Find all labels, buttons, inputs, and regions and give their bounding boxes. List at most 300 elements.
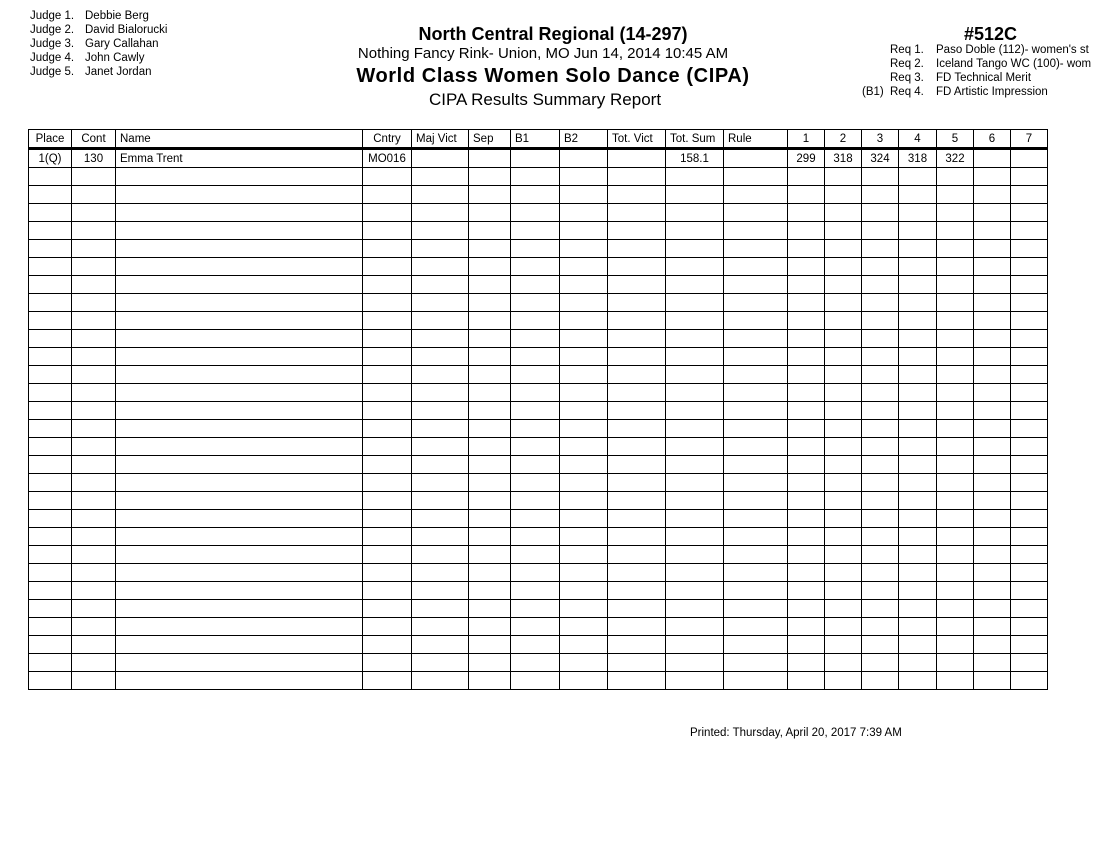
col-header-judge-6: 6: [974, 130, 1011, 149]
table-row-empty: [29, 168, 1048, 186]
empty-cell: [974, 636, 1011, 654]
empty-cell: [363, 456, 412, 474]
table-row-empty: [29, 240, 1048, 258]
empty-cell: [974, 420, 1011, 438]
empty-cell: [116, 582, 363, 600]
empty-cell: [560, 330, 608, 348]
empty-cell: [974, 618, 1011, 636]
empty-cell: [666, 654, 724, 672]
empty-cell: [937, 636, 974, 654]
empty-cell: [666, 564, 724, 582]
empty-cell: [666, 366, 724, 384]
empty-cell: [788, 240, 825, 258]
empty-cell: [412, 564, 469, 582]
empty-cell: [560, 348, 608, 366]
empty-cell: [29, 168, 72, 186]
empty-cell: [1011, 330, 1048, 348]
col-header-judge-2: 2: [825, 130, 862, 149]
empty-cell: [412, 672, 469, 690]
col-header-maj-vict: Maj Vict: [412, 130, 469, 149]
empty-cell: [29, 636, 72, 654]
empty-cell: [72, 402, 116, 420]
empty-cell: [469, 654, 511, 672]
empty-cell: [666, 420, 724, 438]
empty-cell: [1011, 546, 1048, 564]
empty-cell: [608, 528, 666, 546]
empty-cell: [1011, 168, 1048, 186]
empty-cell: [29, 546, 72, 564]
empty-cell: [937, 330, 974, 348]
empty-cell: [937, 312, 974, 330]
empty-cell: [363, 204, 412, 222]
empty-cell: [72, 510, 116, 528]
empty-cell: [899, 600, 937, 618]
empty-cell: [899, 240, 937, 258]
empty-cell: [862, 384, 899, 402]
judge-entry: Judge 3. Gary Callahan: [30, 38, 159, 50]
empty-cell: [511, 474, 560, 492]
empty-cell: [862, 222, 899, 240]
judge-entry: Judge 4. John Cawly: [30, 52, 145, 64]
cell-judge-5: 322: [937, 149, 974, 168]
empty-cell: [862, 168, 899, 186]
empty-cell: [825, 366, 862, 384]
empty-cell: [363, 330, 412, 348]
table-row-empty: [29, 582, 1048, 600]
empty-cell: [116, 564, 363, 582]
empty-cell: [608, 474, 666, 492]
empty-cell: [862, 654, 899, 672]
empty-cell: [1011, 366, 1048, 384]
empty-cell: [116, 546, 363, 564]
empty-cell: [1011, 600, 1048, 618]
empty-cell: [937, 276, 974, 294]
empty-cell: [511, 600, 560, 618]
empty-cell: [469, 546, 511, 564]
empty-cell: [72, 438, 116, 456]
empty-cell: [825, 546, 862, 564]
empty-cell: [363, 222, 412, 240]
empty-cell: [724, 438, 788, 456]
empty-cell: [666, 402, 724, 420]
empty-cell: [724, 312, 788, 330]
empty-cell: [608, 294, 666, 312]
empty-cell: [469, 312, 511, 330]
empty-cell: [116, 618, 363, 636]
empty-cell: [29, 222, 72, 240]
empty-cell: [72, 528, 116, 546]
table-row-empty: [29, 204, 1048, 222]
empty-cell: [974, 258, 1011, 276]
empty-cell: [560, 564, 608, 582]
empty-cell: [974, 438, 1011, 456]
empty-cell: [862, 240, 899, 258]
empty-cell: [412, 402, 469, 420]
empty-cell: [825, 348, 862, 366]
empty-cell: [363, 474, 412, 492]
empty-cell: [363, 600, 412, 618]
empty-cell: [608, 276, 666, 294]
empty-cell: [788, 186, 825, 204]
empty-cell: [511, 402, 560, 420]
empty-cell: [29, 474, 72, 492]
empty-cell: [412, 330, 469, 348]
empty-cell: [788, 348, 825, 366]
empty-cell: [974, 330, 1011, 348]
empty-cell: [666, 492, 724, 510]
empty-cell: [412, 186, 469, 204]
empty-cell: [608, 600, 666, 618]
empty-cell: [412, 528, 469, 546]
col-header-place: Place: [29, 130, 72, 149]
requirement-entry: Req 1. Paso Doble (112)- women's st: [890, 44, 1089, 56]
empty-cell: [862, 636, 899, 654]
empty-cell: [825, 276, 862, 294]
empty-cell: [666, 222, 724, 240]
empty-cell: [560, 492, 608, 510]
empty-cell: [511, 384, 560, 402]
empty-cell: [724, 294, 788, 312]
empty-cell: [862, 456, 899, 474]
empty-cell: [899, 402, 937, 420]
empty-cell: [724, 366, 788, 384]
col-header-tot-sum: Tot. Sum: [666, 130, 724, 149]
empty-cell: [511, 456, 560, 474]
empty-cell: [724, 564, 788, 582]
empty-cell: [412, 654, 469, 672]
empty-cell: [899, 546, 937, 564]
empty-cell: [788, 312, 825, 330]
table-row-empty: [29, 492, 1048, 510]
empty-cell: [412, 168, 469, 186]
empty-cell: [825, 672, 862, 690]
empty-cell: [899, 168, 937, 186]
col-header-b2: B2: [560, 130, 608, 149]
empty-cell: [469, 294, 511, 312]
empty-cell: [511, 672, 560, 690]
empty-cell: [974, 672, 1011, 690]
empty-cell: [899, 186, 937, 204]
table-row-empty: [29, 528, 1048, 546]
cell-cont: 130: [72, 149, 116, 168]
empty-cell: [560, 276, 608, 294]
empty-cell: [862, 204, 899, 222]
empty-cell: [72, 564, 116, 582]
empty-cell: [1011, 294, 1048, 312]
empty-cell: [825, 222, 862, 240]
empty-cell: [974, 222, 1011, 240]
empty-cell: [724, 348, 788, 366]
empty-cell: [560, 366, 608, 384]
empty-cell: [937, 402, 974, 420]
empty-cell: [116, 654, 363, 672]
empty-cell: [363, 168, 412, 186]
empty-cell: [862, 492, 899, 510]
empty-cell: [974, 366, 1011, 384]
empty-cell: [724, 600, 788, 618]
empty-cell: [788, 618, 825, 636]
table-header-row: [29, 130, 1048, 149]
cell-name: Emma Trent: [116, 149, 363, 168]
empty-cell: [724, 276, 788, 294]
empty-cell: [363, 240, 412, 258]
table-row-empty: [29, 564, 1048, 582]
col-header-judge-4: 4: [899, 130, 937, 149]
empty-cell: [788, 330, 825, 348]
empty-cell: [511, 582, 560, 600]
empty-cell: [560, 384, 608, 402]
empty-cell: [469, 186, 511, 204]
empty-cell: [937, 492, 974, 510]
table-row-empty: [29, 294, 1048, 312]
empty-cell: [363, 528, 412, 546]
col-header-cont: Cont: [72, 130, 116, 149]
empty-cell: [560, 510, 608, 528]
empty-cell: [862, 528, 899, 546]
empty-cell: [608, 654, 666, 672]
empty-cell: [29, 186, 72, 204]
empty-cell: [511, 186, 560, 204]
empty-cell: [72, 546, 116, 564]
empty-cell: [788, 366, 825, 384]
empty-cell: [29, 366, 72, 384]
empty-cell: [666, 474, 724, 492]
empty-cell: [666, 618, 724, 636]
empty-cell: [788, 420, 825, 438]
empty-cell: [788, 546, 825, 564]
cell-judge-1: 299: [788, 149, 825, 168]
empty-cell: [412, 600, 469, 618]
empty-cell: [469, 438, 511, 456]
requirement-entry: Req 3. FD Technical Merit: [890, 72, 1032, 84]
empty-cell: [862, 330, 899, 348]
empty-cell: [72, 492, 116, 510]
empty-cell: [899, 330, 937, 348]
empty-cell: [511, 294, 560, 312]
empty-cell: [937, 366, 974, 384]
cell-tot-sum: 158.1: [666, 149, 724, 168]
empty-cell: [608, 420, 666, 438]
empty-cell: [608, 510, 666, 528]
empty-cell: [560, 204, 608, 222]
empty-cell: [937, 348, 974, 366]
empty-cell: [608, 672, 666, 690]
empty-cell: [937, 456, 974, 474]
empty-cell: [974, 312, 1011, 330]
col-header-rule: Rule: [724, 130, 788, 149]
empty-cell: [666, 348, 724, 366]
empty-cell: [937, 546, 974, 564]
empty-cell: [72, 348, 116, 366]
empty-cell: [899, 384, 937, 402]
empty-cell: [72, 258, 116, 276]
empty-cell: [608, 204, 666, 222]
empty-cell: [72, 384, 116, 402]
empty-cell: [608, 582, 666, 600]
empty-cell: [412, 474, 469, 492]
empty-cell: [825, 168, 862, 186]
empty-cell: [724, 204, 788, 222]
empty-cell: [29, 600, 72, 618]
empty-cell: [825, 564, 862, 582]
printed-timestamp: Printed: Thursday, April 20, 2017 7:39 AM: [690, 727, 902, 739]
empty-cell: [560, 186, 608, 204]
empty-cell: [511, 492, 560, 510]
empty-cell: [511, 204, 560, 222]
empty-cell: [511, 312, 560, 330]
empty-cell: [511, 636, 560, 654]
empty-cell: [862, 258, 899, 276]
empty-cell: [29, 456, 72, 474]
empty-cell: [363, 294, 412, 312]
empty-cell: [899, 474, 937, 492]
empty-cell: [724, 528, 788, 546]
empty-cell: [788, 528, 825, 546]
empty-cell: [862, 474, 899, 492]
table-row-empty: [29, 672, 1048, 690]
empty-cell: [666, 240, 724, 258]
empty-cell: [825, 492, 862, 510]
col-header-b1: B1: [511, 130, 560, 149]
empty-cell: [724, 546, 788, 564]
empty-cell: [825, 186, 862, 204]
empty-cell: [899, 222, 937, 240]
empty-cell: [412, 492, 469, 510]
empty-cell: [788, 636, 825, 654]
empty-cell: [72, 636, 116, 654]
table-row-empty: [29, 474, 1048, 492]
empty-cell: [511, 240, 560, 258]
empty-cell: [29, 564, 72, 582]
col-header-judge-5: 5: [937, 130, 974, 149]
empty-cell: [72, 654, 116, 672]
empty-cell: [899, 510, 937, 528]
empty-cell: [899, 312, 937, 330]
empty-cell: [469, 420, 511, 438]
empty-cell: [469, 330, 511, 348]
cell-judge-6: [974, 149, 1011, 168]
empty-cell: [72, 672, 116, 690]
empty-cell: [724, 402, 788, 420]
requirements-list: [862, 43, 1091, 99]
empty-cell: [363, 564, 412, 582]
empty-cell: [899, 672, 937, 690]
empty-cell: [116, 510, 363, 528]
empty-cell: [724, 636, 788, 654]
empty-cell: [363, 546, 412, 564]
empty-cell: [937, 672, 974, 690]
empty-cell: [116, 672, 363, 690]
empty-cell: [363, 510, 412, 528]
empty-cell: [974, 204, 1011, 222]
empty-cell: [862, 582, 899, 600]
empty-cell: [937, 204, 974, 222]
empty-cell: [608, 168, 666, 186]
empty-cell: [560, 168, 608, 186]
empty-cell: [29, 654, 72, 672]
empty-cell: [937, 654, 974, 672]
empty-cell: [937, 384, 974, 402]
empty-cell: [666, 438, 724, 456]
empty-cell: [974, 384, 1011, 402]
empty-cell: [1011, 402, 1048, 420]
empty-cell: [825, 258, 862, 276]
empty-cell: [412, 240, 469, 258]
empty-cell: [825, 402, 862, 420]
empty-cell: [937, 258, 974, 276]
empty-cell: [899, 294, 937, 312]
table-row-empty: [29, 636, 1048, 654]
empty-cell: [825, 618, 862, 636]
empty-cell: [899, 204, 937, 222]
empty-cell: [899, 492, 937, 510]
empty-cell: [724, 582, 788, 600]
empty-cell: [666, 456, 724, 474]
empty-cell: [29, 402, 72, 420]
empty-cell: [1011, 492, 1048, 510]
empty-cell: [666, 276, 724, 294]
empty-cell: [116, 402, 363, 420]
empty-cell: [560, 582, 608, 600]
empty-cell: [1011, 240, 1048, 258]
empty-cell: [825, 204, 862, 222]
empty-cell: [608, 636, 666, 654]
empty-cell: [560, 438, 608, 456]
empty-cell: [72, 168, 116, 186]
empty-cell: [937, 564, 974, 582]
empty-cell: [724, 654, 788, 672]
empty-cell: [974, 276, 1011, 294]
col-header-tot-vict: Tot. Vict: [608, 130, 666, 149]
empty-cell: [116, 474, 363, 492]
empty-cell: [608, 546, 666, 564]
empty-cell: [116, 294, 363, 312]
table-row-empty: [29, 312, 1048, 330]
empty-cell: [937, 528, 974, 546]
empty-cell: [560, 618, 608, 636]
empty-cell: [862, 420, 899, 438]
empty-cell: [974, 168, 1011, 186]
empty-cell: [825, 384, 862, 402]
cell-judge-2: 318: [825, 149, 862, 168]
empty-cell: [1011, 384, 1048, 402]
empty-cell: [469, 456, 511, 474]
empty-cell: [560, 600, 608, 618]
empty-cell: [116, 168, 363, 186]
event-number: #512C: [964, 24, 1018, 44]
empty-cell: [825, 294, 862, 312]
empty-cell: [116, 456, 363, 474]
empty-cell: [724, 384, 788, 402]
judge-entry: Judge 1. Debbie Berg: [30, 10, 149, 22]
empty-cell: [825, 654, 862, 672]
empty-cell: [1011, 528, 1048, 546]
empty-cell: [899, 348, 937, 366]
table-row-empty: [29, 222, 1048, 240]
empty-cell: [29, 240, 72, 258]
cell-judge-4: 318: [899, 149, 937, 168]
cell-place: 1(Q): [29, 149, 72, 168]
empty-cell: [788, 600, 825, 618]
empty-cell: [608, 564, 666, 582]
empty-cell: [666, 312, 724, 330]
empty-cell: [412, 348, 469, 366]
empty-cell: [116, 240, 363, 258]
empty-cell: [608, 348, 666, 366]
empty-cell: [412, 636, 469, 654]
empty-cell: [469, 600, 511, 618]
empty-cell: [412, 258, 469, 276]
